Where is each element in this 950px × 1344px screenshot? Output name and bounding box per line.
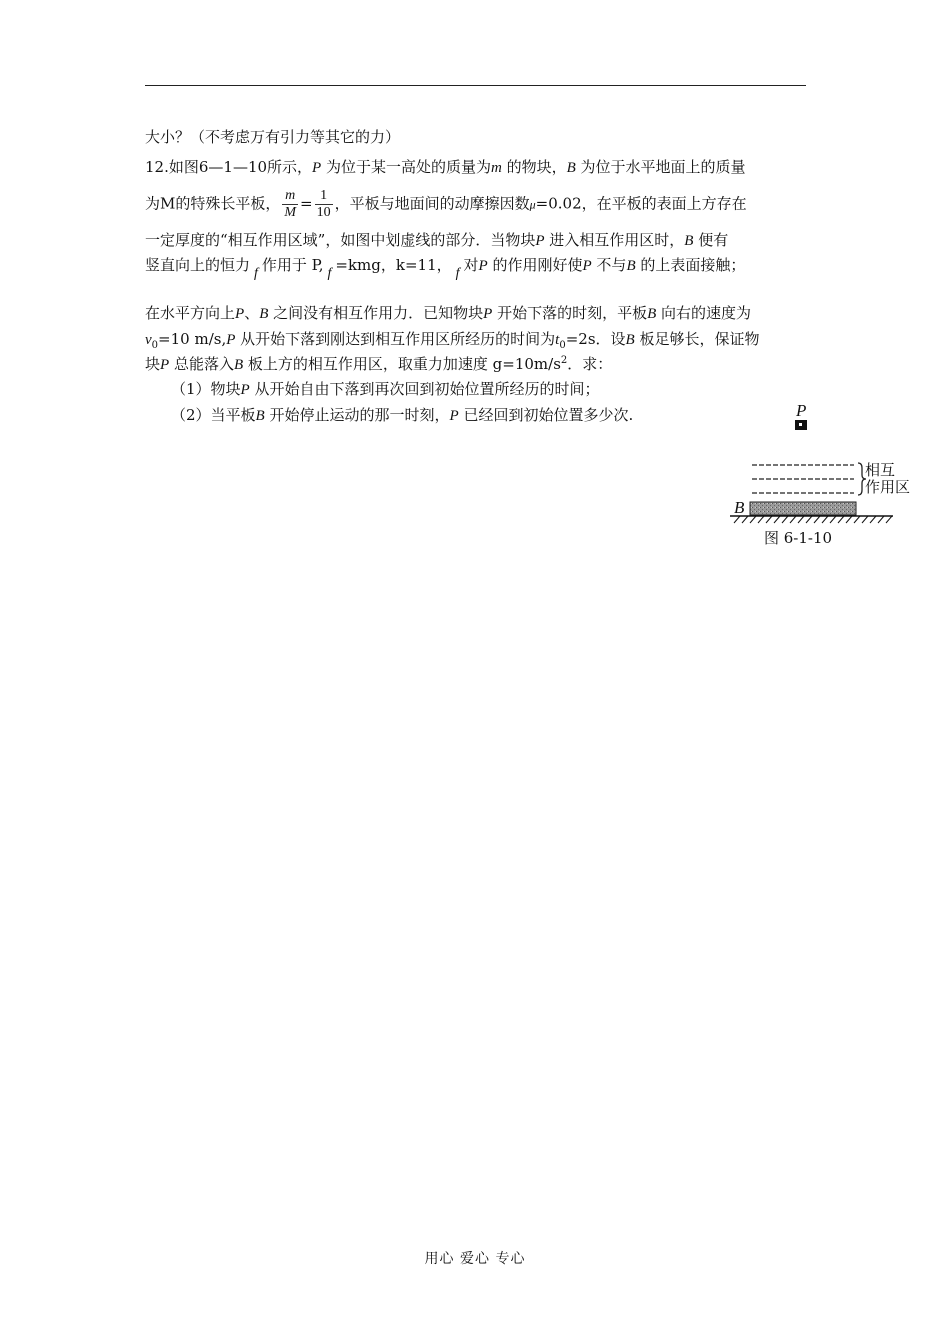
text: 之间没有相互作用力．已知物块 <box>268 304 484 322</box>
text: 的作用刚好使 <box>487 256 583 274</box>
var-f: f <box>254 266 258 281</box>
var-b: B <box>566 160 576 176</box>
var-b: B <box>626 258 636 274</box>
text: 已经回到初始位置多少次. <box>458 406 634 424</box>
text: 对 <box>463 256 479 274</box>
text: =kmg，k=11， <box>335 256 452 274</box>
subscript: 0 <box>559 340 566 351</box>
var-b: B <box>625 332 635 348</box>
frac-num: m <box>285 188 296 203</box>
text: 便有 <box>693 231 729 249</box>
var-p: P <box>449 408 459 424</box>
var-t: t <box>555 332 560 348</box>
page-footer: 用心 爱心 专心 <box>424 1251 526 1267</box>
ground-hatch <box>734 516 892 523</box>
text: ，平板与地面间的动摩擦因数 <box>334 194 530 213</box>
fraction-m-over-M <box>282 188 298 221</box>
text: 的上表面接触； <box>635 256 746 274</box>
var-p: P <box>535 233 545 249</box>
text-continuation: 大小？（不考虑万有引力等其它的力） <box>145 128 401 146</box>
label-p: P <box>796 401 807 420</box>
text: 竖直向上的恒力 <box>145 256 251 274</box>
text: =2s．设 <box>565 330 626 348</box>
var-p: P <box>226 332 236 348</box>
var-v: v <box>145 332 152 348</box>
problem-12-line-4 <box>145 255 746 281</box>
subscript: 0 <box>151 340 159 351</box>
text: 为M的特殊长平板， <box>145 194 281 213</box>
var-b: B <box>233 357 244 373</box>
problem-number: 12.如图6—1—10所示， <box>145 158 313 176</box>
question-1 <box>171 379 600 400</box>
text: 一定厚度的“相互作用区域”，如图中划虚线的部分．当物块 <box>145 231 536 249</box>
var-m: m <box>490 160 502 176</box>
equals-sign: = <box>300 194 313 213</box>
var-p: P <box>240 382 250 398</box>
frac-num: 1 <box>315 188 333 205</box>
text: 向右的速度为 <box>656 304 752 322</box>
var-b: B <box>647 306 657 322</box>
var-f: f <box>327 266 332 281</box>
problem-12-line-1 <box>145 157 746 178</box>
problem-12-line-3 <box>145 230 728 251</box>
plate-b <box>750 502 856 515</box>
text: 为位于水平地面上的质量 <box>575 158 746 176</box>
var-b: B <box>684 233 694 249</box>
text: ．求： <box>567 355 613 373</box>
header-rule <box>145 85 806 86</box>
text: 从开始下落到刚达到相互作用区所经历的时间为 <box>235 330 556 348</box>
text: 板上方的相互作用区，取重力加速度 g=10m/s <box>243 355 561 373</box>
question-2 <box>171 405 633 426</box>
fraction-1-over-10 <box>315 188 333 221</box>
text: 为位于某一高处的质量为 <box>321 158 491 176</box>
text: 总能落入 <box>169 355 234 373</box>
text: 、 <box>244 304 260 322</box>
frac-den: 10 <box>316 205 331 220</box>
text: 的物块， <box>501 158 567 176</box>
label-b: B <box>734 498 745 517</box>
var-p: P <box>235 306 245 322</box>
text: 进入相互作用区时， <box>544 231 685 249</box>
var-p: P <box>478 258 488 274</box>
var-b: B <box>259 306 269 322</box>
text: 不与 <box>591 256 627 274</box>
problem-12-line-5 <box>145 303 751 324</box>
var-p: P <box>483 306 493 322</box>
var-f: f <box>455 266 460 281</box>
text: （2）当平板 <box>171 406 256 424</box>
var-mu: μ <box>529 197 536 212</box>
text-line-1 <box>145 127 400 147</box>
problem-12-line-6 <box>145 329 759 350</box>
frac-den: M <box>284 205 297 220</box>
text: 板足够长，保证物 <box>634 330 760 348</box>
problem-12-line-2 <box>145 188 747 221</box>
text: （1）物块 <box>171 380 241 398</box>
text: 从开始自由下落到再次回到初始位置所经历的时间； <box>249 380 600 398</box>
zone-label-2: 作用区 <box>865 479 911 496</box>
var-p: P <box>312 160 322 176</box>
problem-12-line-7 <box>145 354 612 375</box>
zone-label-1: 相互 <box>865 462 896 479</box>
text: 开始停止运动的那一时刻， <box>264 406 450 424</box>
text: =0.02，在平板的表面上方存在 <box>535 194 747 213</box>
block-p-dot <box>799 423 802 426</box>
var-p: P <box>582 258 592 274</box>
superscript: 2 <box>560 355 568 366</box>
text: =10 m/s, <box>158 330 227 348</box>
text: 作用于 P, <box>261 256 324 274</box>
var-p: P <box>160 357 170 373</box>
text: 开始下落的时刻，平板 <box>492 304 648 322</box>
figure-caption: 图 6-1-10 <box>764 529 833 547</box>
text: 在水平方向上 <box>145 304 236 322</box>
text: 块 <box>145 355 161 373</box>
var-b: B <box>255 408 265 424</box>
